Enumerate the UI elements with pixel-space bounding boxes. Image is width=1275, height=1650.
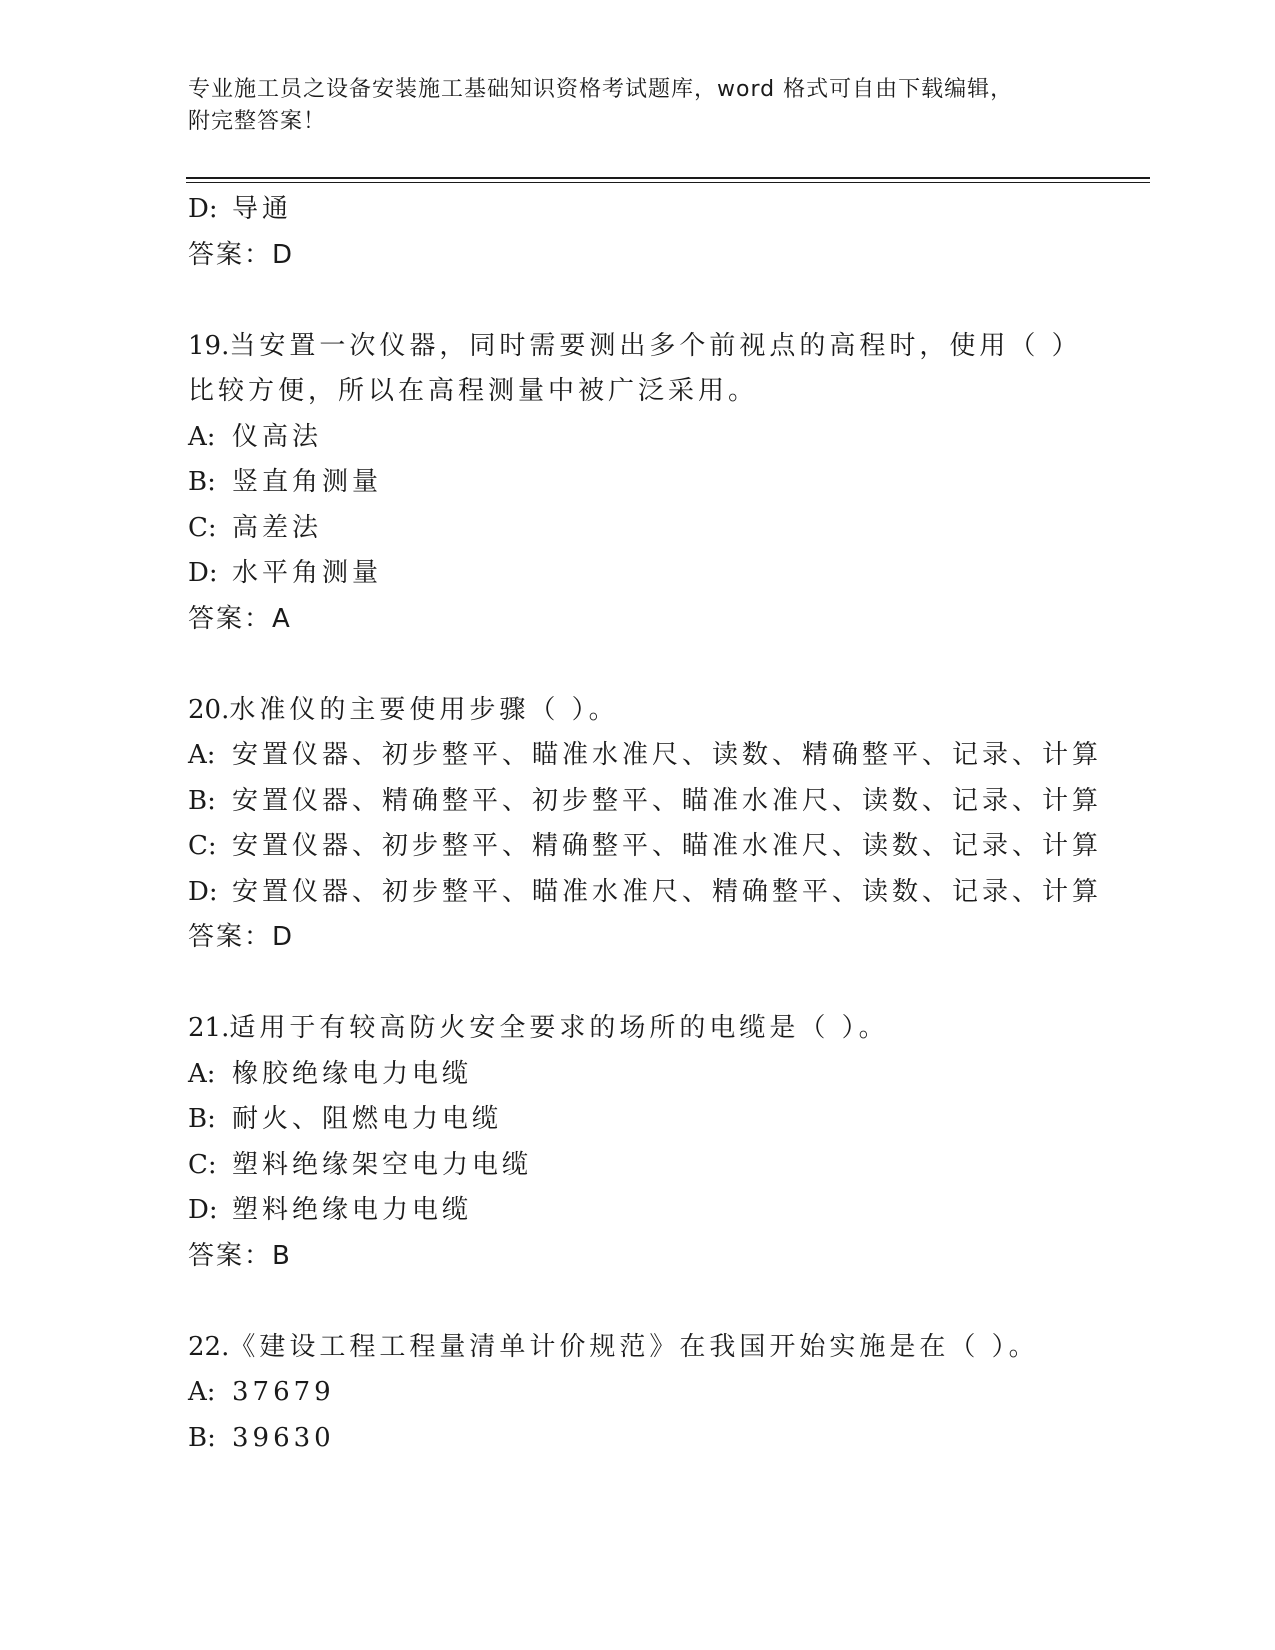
option-letter: B: <box>188 1104 216 1134</box>
spacer <box>188 278 1148 324</box>
question-number: 19. <box>188 330 230 361</box>
option-text: 37679 <box>232 1377 335 1407</box>
option-text: 仪高法 <box>232 421 323 452</box>
answer-line: 答案：D <box>188 922 295 952</box>
option-letter: D: <box>188 194 218 224</box>
option-letter: D: <box>188 558 218 588</box>
question-stem-line <box>188 688 1148 734</box>
question-text: 《建设工程工程量清单计价规范》在我国开始实施是在（ ）。 <box>229 1331 1039 1362</box>
option-line <box>188 1097 1148 1143</box>
option-line <box>188 1416 1148 1462</box>
option-letter: B: <box>188 785 216 816</box>
question-block-21 <box>188 1006 1148 1279</box>
spacer <box>188 961 1148 1007</box>
option-line <box>188 506 1148 552</box>
question-number: 21. <box>188 1013 230 1043</box>
option-letter: A: <box>188 421 216 452</box>
option-text: 导通 <box>232 194 293 224</box>
question-stem-line: 比较方便，所以在高程测量中被广泛采用。 <box>188 376 759 406</box>
header-divider-thick <box>186 177 1150 179</box>
header-line-2: 附完整答案！ <box>188 109 327 134</box>
option-text: 橡胶绝缘电力电缆 <box>232 1058 473 1089</box>
question-text: 当安置一次仪器，同时需要测出多个前视点的高程时，使用（ ） <box>229 330 1082 361</box>
option-line <box>188 1370 1148 1416</box>
option-line <box>188 460 1148 506</box>
option-line <box>188 415 1148 461</box>
option-letter: B: <box>188 467 216 497</box>
option-text: 安置仪器、初步整平、瞄准水准尺、精确整平、读数、记录、计算 <box>232 876 1103 907</box>
option-letter: C: <box>188 1149 217 1180</box>
option-text: 塑料绝缘架空电力电缆 <box>232 1149 533 1180</box>
option-line <box>188 187 1148 233</box>
option-text: 水平角测量 <box>232 558 383 588</box>
question-number: 20. <box>188 694 230 725</box>
question-text: 水准仪的主要使用步骤（ ）。 <box>229 694 619 725</box>
question-number: 22. <box>188 1331 230 1362</box>
option-text: 塑料绝缘电力电缆 <box>232 1195 473 1225</box>
option-text: 安置仪器、精确整平、初步整平、瞄准水准尺、读数、记录、计算 <box>232 785 1103 816</box>
question-block-20 <box>188 688 1148 961</box>
option-text: 安置仪器、初步整平、瞄准水准尺、读数、精确整平、记录、计算 <box>232 740 1103 770</box>
answer-line: 答案：A <box>188 603 292 634</box>
option-line <box>188 824 1148 870</box>
option-line <box>188 1143 1148 1189</box>
option-line <box>188 551 1148 597</box>
option-text: 耐火、阻燃电力电缆 <box>232 1104 503 1134</box>
option-text: 竖直角测量 <box>232 467 383 497</box>
option-line <box>188 733 1148 779</box>
spacer <box>188 1279 1148 1325</box>
answer-line: 答案：B <box>188 1240 292 1271</box>
document-header <box>188 74 1088 138</box>
question-stem-line <box>188 1006 1148 1052</box>
option-line <box>188 779 1148 825</box>
option-line <box>188 1052 1148 1098</box>
question-list <box>188 187 1148 1461</box>
question-text: 适用于有较高防火安全要求的场所的电缆是（ ）。 <box>229 1013 889 1043</box>
question-block-22 <box>188 1325 1148 1462</box>
header-line-1: 专业施工员之设备安装施工基础知识资格考试题库，word 格式可自由下载编辑， <box>188 77 1014 102</box>
option-letter: A: <box>188 1058 216 1089</box>
option-line <box>188 1188 1148 1234</box>
option-text: 高差法 <box>232 512 323 543</box>
spacer <box>188 642 1148 688</box>
question-stem-line <box>188 324 1148 370</box>
option-letter: A: <box>188 1377 216 1407</box>
option-letter: C: <box>188 831 217 861</box>
question-block-prev <box>188 187 1148 278</box>
option-letter: D: <box>188 876 218 907</box>
option-letter: C: <box>188 512 217 543</box>
option-text: 安置仪器、初步整平、精确整平、瞄准水准尺、读数、记录、计算 <box>232 831 1103 861</box>
answer-line: 答案：D <box>188 239 295 270</box>
header-divider-thin <box>186 182 1150 183</box>
option-text: 39630 <box>232 1422 335 1453</box>
question-block-19 <box>188 324 1148 643</box>
option-letter: A: <box>188 740 216 770</box>
question-stem-line <box>188 1325 1148 1371</box>
option-letter: B: <box>188 1422 216 1453</box>
option-line <box>188 870 1148 916</box>
option-letter: D: <box>188 1195 218 1225</box>
